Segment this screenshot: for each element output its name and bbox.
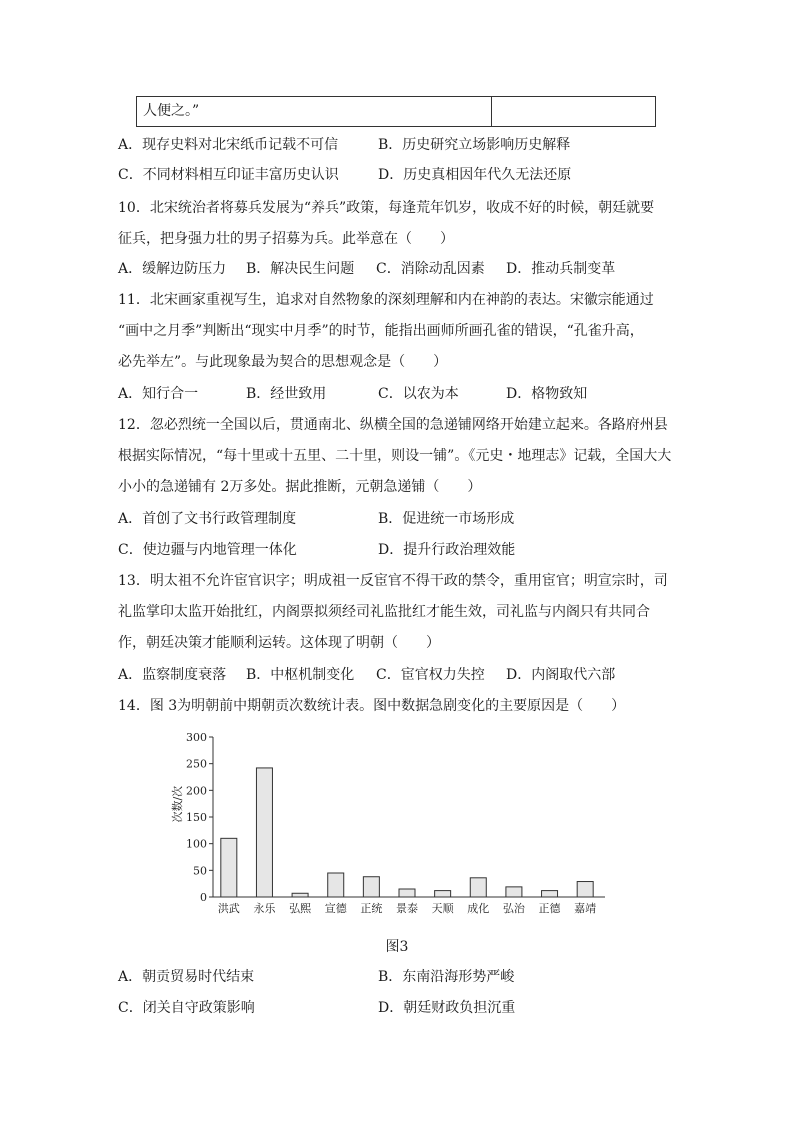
- x-tick-label: 嘉靖: [574, 902, 597, 915]
- y-axis-label: 次数/次: [171, 785, 184, 823]
- q13-option-c[interactable]: C．宦官权力失控: [376, 667, 485, 683]
- q13-option-a[interactable]: A．监察制度衰落: [118, 667, 227, 683]
- q9-option-c[interactable]: C．不同材料相互印证丰富历史认识: [118, 167, 339, 183]
- q14-stem-line-1: 14．图 3为明朝前中期朝贡次数统计表。图中数据急剧变化的主要原因是（ ）: [118, 698, 626, 714]
- q13-stem-line-2: 礼监掌印太监开始批红，内阁票拟须经司礼监批红才能生效，司礼监与内阁只有共同合: [118, 604, 650, 620]
- q10-option-c[interactable]: C．消除动乱因素: [376, 261, 485, 277]
- x-tick-label: 景泰: [396, 902, 418, 915]
- q11-stem-line-3: 必先举左”。与此现象最为契合的思想观念是（ ）: [118, 354, 448, 370]
- q10-stem-line-2: 征兵，把身强力壮的男子招募为兵。此举意在（ ）: [118, 231, 454, 247]
- q13-option-b[interactable]: B．中枢机制变化: [246, 667, 355, 683]
- q11-option-a[interactable]: A．知行合一: [118, 386, 199, 402]
- q12-option-a[interactable]: A．首创了文书行政管理制度: [118, 511, 297, 527]
- q13-option-d[interactable]: D．内阁取代六部: [506, 667, 616, 683]
- y-tick-label: 250: [186, 757, 207, 771]
- q14-option-c[interactable]: C．闭关自守政策影响: [118, 1000, 255, 1016]
- x-tick-label: 正统: [360, 902, 383, 915]
- x-tick-label: 正德: [538, 902, 561, 915]
- q12-option-c[interactable]: C．使边疆与内地管理一体化: [118, 542, 297, 558]
- bar-嘉靖: [577, 882, 593, 897]
- q12-option-d[interactable]: D．提升行政治理效能: [378, 542, 516, 558]
- q11-option-b[interactable]: B．经世致用: [246, 386, 327, 402]
- q10-option-a[interactable]: A．缓解边防压力: [118, 261, 227, 277]
- q13-stem-line-1: 13．明太祖不允许宦官识字；明成祖一反宦官不得干政的禁令，重用宦官；明宣宗时，司: [118, 573, 668, 589]
- q9-option-d[interactable]: D．历史真相因年代久无法还原: [378, 167, 572, 183]
- tribute-bar-chart: [168, 728, 618, 918]
- bar-洪武: [221, 838, 237, 897]
- x-tick-label: 天顺: [431, 902, 454, 915]
- bar-弘治: [506, 887, 522, 897]
- y-tick-label: 300: [186, 731, 207, 744]
- q11-option-c[interactable]: C．以农为本: [378, 386, 459, 402]
- q12-option-b[interactable]: B．促进统一市场形成: [378, 511, 515, 527]
- q12-stem-line-3: 小小的急递铺有 2万多处。据此推断，元朝急递铺（ ）: [118, 479, 482, 495]
- y-tick-label: 200: [186, 784, 207, 798]
- y-tick-label: 50: [193, 864, 207, 878]
- bar-正德: [542, 891, 558, 897]
- x-tick-label: 永乐: [253, 902, 276, 915]
- bar-宣德: [328, 873, 344, 897]
- figure-caption: 图3: [385, 939, 409, 955]
- q11-stem-line-1: 11．北宋画家重视写生，追求对自然物象的深刻理解和内在神韵的表达。宋徽宗能通过: [118, 292, 654, 308]
- q9-option-a[interactable]: A．现存史料对北宋纸币记载不可信: [118, 137, 339, 153]
- q12-stem-line-1: 12．忽必烈统一全国以后，贯通南北、纵横全国的急递铺网络开始建立起来。各路府州县: [118, 417, 668, 433]
- q14-option-a[interactable]: A．朝贡贸易时代结束: [118, 969, 255, 985]
- x-tick-label: 弘熙: [289, 902, 312, 915]
- q14-option-b[interactable]: B．东南沿海形势严峻: [378, 969, 515, 985]
- bar-成化: [470, 878, 486, 897]
- q10-stem-line-1: 10．北宋统治者将募兵发展为“养兵”政策，每逢荒年饥岁，收成不好的时候，朝廷就要: [118, 200, 655, 216]
- bar-正统: [363, 877, 379, 897]
- bar-永乐: [256, 768, 272, 897]
- x-tick-label: 弘治: [502, 902, 525, 915]
- table-cell-text: 人便之。”: [137, 97, 492, 126]
- y-tick-label: 0: [200, 891, 207, 904]
- x-tick-label: 成化: [467, 902, 490, 915]
- q10-option-d[interactable]: D．推动兵制变革: [506, 261, 616, 277]
- bar-天顺: [435, 891, 451, 897]
- q9-option-b[interactable]: B．历史研究立场影响历史解释: [378, 137, 571, 153]
- q11-stem-line-2: “画中之月季”判断出“现实中月季”的时节，能指出画师所画孔雀的错误，“孔雀升高，: [118, 323, 644, 339]
- q11-option-d[interactable]: D．格物致知: [506, 386, 588, 402]
- source-table-row: [136, 96, 656, 127]
- bar-弘熙: [292, 893, 308, 897]
- y-tick-label: 100: [186, 837, 207, 851]
- y-tick-label: 150: [186, 811, 207, 824]
- x-tick-label: 宣德: [324, 902, 347, 915]
- x-tick-label: 洪武: [217, 902, 240, 915]
- q14-option-d[interactable]: D．朝廷财政负担沉重: [378, 1000, 516, 1016]
- bar-景泰: [399, 889, 415, 897]
- q13-stem-line-3: 作，朝廷决策才能顺利运转。这体现了明朝（ ）: [118, 635, 440, 651]
- q10-option-b[interactable]: B．解决民生问题: [246, 261, 355, 277]
- q12-stem-line-2: 根据实际情况，“每十里或十五里、二十里，则设一铺”。《元史・地理志》记载，全国大大: [118, 448, 672, 464]
